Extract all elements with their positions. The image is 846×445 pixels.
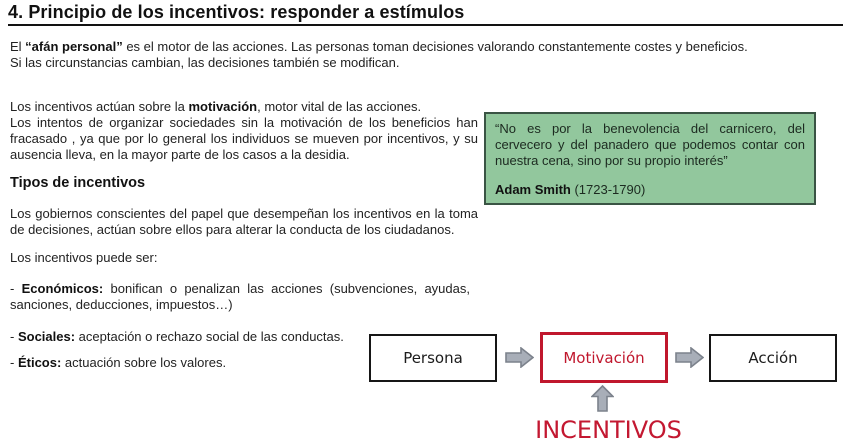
types-heading: Tipos de incentivos <box>10 175 146 191</box>
quote-text: “No es por la benevolencia del carnicero, del cervecero y del panadero que podemos contar con nuestra cena, sino por su propio interés” <box>495 121 805 168</box>
diagram-box-accion-label: Acción <box>748 349 798 367</box>
motivation-bold: motivación <box>188 99 258 114</box>
bullet-eticos-label: Éticos: <box>17 355 62 370</box>
arrow-right-icon <box>505 347 534 368</box>
diagram-box-motivacion-label: Motivación <box>563 348 645 367</box>
incentivos-caption: INCENTIVOS <box>535 416 682 444</box>
arrow-up-icon <box>591 385 614 412</box>
motivation-body: Los intentos de organizar sociedades sin la motivación de los beneficios han fracasado , ya que por lo general los individuos se mueven por incentivos, y su ausencia lleva, en la mayor parte de los casos a la desidia. <box>10 115 478 162</box>
arrow-right-icon <box>675 347 704 368</box>
motivation-lead: Los incentivos actúan sobre la motivación, motor vital de las acciones. <box>10 99 422 114</box>
intro-line-1: El “afán personal” es el motor de las acciones. Las personas toman decisiones valorando constantemente costes y beneficios. <box>10 39 748 54</box>
bullet-sociales-label: Sociales: <box>17 329 76 344</box>
title-underline <box>8 24 843 26</box>
governments-paragraph: Los gobiernos conscientes del papel que desempeñan los incentivos en la toma de decisiones, actúan sobre ellos para alterar la conducta de los ciudadanos. <box>10 206 478 237</box>
bullet-eticos: - Éticos: actuación sobre los valores. <box>10 355 227 370</box>
quote-box <box>484 112 816 205</box>
intro-paragraph <box>10 39 842 71</box>
quote-author-name: Adam Smith <box>495 182 571 197</box>
diagram-box-persona-label: Persona <box>403 349 463 367</box>
diagram-box-motivacion <box>540 332 668 383</box>
bullet-economicos: - Económicos: bonifican o penalizan las acciones (subvenciones, ayudas, sanciones, deducciones, impuestos…) <box>10 281 470 312</box>
quote-author-dates: (1723-1790) <box>570 182 646 197</box>
intro-bold: “afán personal” <box>25 39 123 54</box>
bullet-economicos-label: Económicos: <box>21 281 104 296</box>
diagram-box-accion <box>709 334 837 382</box>
bullet-sociales: - Sociales: aceptación o rechazo social de las conductas. <box>10 329 344 344</box>
diagram-box-persona <box>369 334 497 382</box>
quote-author <box>495 182 805 198</box>
page-title: 4. Principio de los incentivos: responder a estímulos <box>8 2 465 22</box>
intro-line-2: Si las circunstancias cambian, las decisiones también se modifican. <box>10 55 400 70</box>
list-intro: Los incentivos puede ser: <box>10 250 158 265</box>
